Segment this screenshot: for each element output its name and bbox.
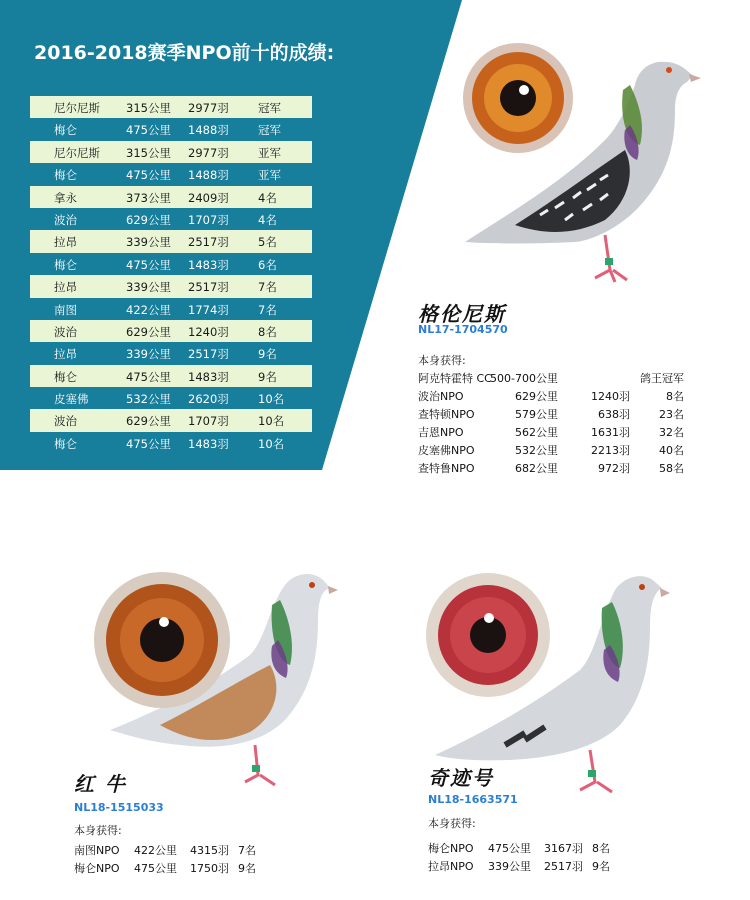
result-place: 亚军: [258, 145, 281, 160]
achievement-distance: 422公里: [134, 844, 177, 857]
result-distance: 373公里: [126, 190, 171, 205]
achievement-place: 9名: [592, 860, 610, 873]
achievement-row: [428, 840, 648, 858]
result-birds: 2517羽: [188, 235, 229, 250]
eye-photo-2: [92, 570, 232, 710]
result-place: 4名: [258, 212, 277, 227]
result-distance: 475公里: [126, 123, 171, 138]
achievement-birds: 2517羽: [544, 860, 583, 873]
achievement-race: 吉恩NPO: [418, 426, 464, 439]
result-birds: 2409羽: [188, 190, 229, 205]
achievement-birds: 4315羽: [190, 844, 229, 857]
achievement-race: 阿克特霍特 CC: [418, 372, 492, 385]
result-race: 梅仑: [54, 257, 77, 272]
result-place: 8名: [258, 324, 277, 339]
achievement-row: [418, 460, 698, 478]
result-race: 尼尔尼斯: [54, 145, 100, 160]
result-birds: 2977羽: [188, 145, 229, 160]
result-distance: 339公里: [126, 347, 171, 362]
achievement-race: 拉昂NPO: [428, 860, 474, 873]
bird3-ring-number: NL18-1663571: [428, 793, 518, 806]
bird2-achievements-label: 本身获得:: [74, 824, 122, 837]
achievement-race: 查特顿NPO: [418, 408, 475, 421]
achievement-place: 40名: [659, 444, 684, 457]
result-race: 拿永: [54, 190, 77, 205]
achievement-distance: 475公里: [134, 862, 177, 875]
result-race: 拉昂: [54, 347, 77, 362]
achievement-place: 9名: [238, 862, 256, 875]
result-race: 南图: [54, 302, 77, 317]
result-row: [30, 320, 312, 342]
result-birds: 1488羽: [188, 123, 229, 138]
result-distance: 475公里: [126, 436, 171, 451]
eye-photo-1: [462, 42, 574, 154]
bird1-achievements: [418, 370, 698, 478]
result-distance: 339公里: [126, 235, 171, 250]
result-row: [30, 275, 312, 297]
result-race: 拉昂: [54, 235, 77, 250]
result-birds: 1488羽: [188, 168, 229, 183]
result-distance: 629公里: [126, 324, 171, 339]
achievement-race: 南图NPO: [74, 844, 120, 857]
result-birds: 2620羽: [188, 392, 229, 407]
achievement-distance: 629公里: [515, 390, 558, 403]
page-title: 2016-2018赛季NPO前十的成绩:: [34, 42, 335, 64]
result-distance: 475公里: [126, 168, 171, 183]
bird3-name: 奇迹号: [428, 766, 494, 790]
achievement-birds: 638羽: [598, 408, 630, 421]
bird1-name: 格伦尼斯: [418, 302, 506, 326]
result-row: [30, 141, 312, 163]
result-birds: 1707羽: [188, 212, 229, 227]
achievement-place: 鸽王冠军: [640, 372, 684, 385]
result-place: 9名: [258, 347, 277, 362]
achievement-row: [418, 406, 698, 424]
result-birds: 1483羽: [188, 257, 229, 272]
achievement-distance: 579公里: [515, 408, 558, 421]
result-row: [30, 163, 312, 185]
achievement-race: 梅仑NPO: [428, 842, 474, 855]
achievement-race: 波治NPO: [418, 390, 464, 403]
result-distance: 532公里: [126, 392, 171, 407]
result-place: 冠军: [258, 123, 281, 138]
achievement-row: [74, 842, 294, 860]
result-race: 波治: [54, 212, 77, 227]
result-distance: 422公里: [126, 302, 171, 317]
bird2-ring-number: NL18-1515033: [74, 801, 164, 814]
result-race: 皮塞佛: [54, 392, 89, 407]
result-place: 7名: [258, 280, 277, 295]
result-row: [30, 253, 312, 275]
result-distance: 315公里: [126, 101, 171, 115]
result-place: 冠军: [258, 101, 281, 115]
achievement-row: [418, 442, 698, 460]
result-distance: 629公里: [126, 212, 171, 227]
eye-photo-3: [425, 572, 551, 698]
result-birds: 1240羽: [188, 324, 229, 339]
result-race: 梅仑: [54, 168, 77, 183]
result-birds: 1483羽: [188, 436, 229, 451]
result-race: 梅仑: [54, 123, 77, 138]
achievement-birds: 1750羽: [190, 862, 229, 875]
result-race: 尼尔尼斯: [54, 101, 100, 115]
result-birds: 2517羽: [188, 347, 229, 362]
bird2-achievements: [74, 842, 294, 878]
achievement-row: [74, 860, 294, 878]
result-place: 10名: [258, 414, 285, 429]
achievement-row: [418, 424, 698, 442]
result-row: [30, 96, 312, 118]
result-place: 5名: [258, 235, 277, 250]
result-place: 4名: [258, 190, 277, 205]
result-distance: 629公里: [126, 414, 171, 429]
achievement-race: 查特鲁NPO: [418, 462, 475, 475]
achievement-birds: 972羽: [598, 462, 630, 475]
result-race: 波治: [54, 324, 77, 339]
result-row: [30, 387, 312, 409]
achievement-place: 23名: [659, 408, 684, 421]
result-birds: 1774羽: [188, 302, 229, 317]
achievement-birds: 2213羽: [591, 444, 630, 457]
achievement-distance: 532公里: [515, 444, 558, 457]
achievement-row: [428, 858, 648, 876]
achievement-distance: 682公里: [515, 462, 558, 475]
achievement-place: 8名: [666, 390, 684, 403]
result-row: [30, 409, 312, 431]
result-row: [30, 432, 312, 454]
result-row: [30, 208, 312, 230]
result-birds: 2517羽: [188, 280, 229, 295]
result-race: 波治: [54, 414, 77, 429]
bird3-achievements-label: 本身获得:: [428, 817, 476, 830]
result-birds: 1483羽: [188, 369, 229, 384]
achievement-place: 32名: [659, 426, 684, 439]
result-place: 7名: [258, 302, 277, 317]
achievement-distance: 475公里: [488, 842, 531, 855]
result-distance: 315公里: [126, 145, 171, 160]
result-row: [30, 230, 312, 252]
achievement-place: 58名: [659, 462, 684, 475]
result-birds: 1707羽: [188, 414, 229, 429]
achievement-distance: 339公里: [488, 860, 531, 873]
result-row: [30, 186, 312, 208]
result-distance: 475公里: [126, 257, 171, 272]
bird3-achievements: [428, 840, 648, 876]
result-birds: 2977羽: [188, 101, 229, 115]
result-place: 9名: [258, 369, 277, 384]
result-row: [30, 298, 312, 320]
result-place: 10名: [258, 392, 285, 407]
result-race: 梅仑: [54, 369, 77, 384]
result-row: [30, 365, 312, 387]
achievement-distance: 500-700公里: [490, 372, 558, 385]
achievement-place: 8名: [592, 842, 610, 855]
result-place: 10名: [258, 436, 285, 451]
result-race: 拉昂: [54, 280, 77, 295]
achievement-row: [418, 370, 698, 388]
achievement-birds: 1240羽: [591, 390, 630, 403]
achievement-row: [418, 388, 698, 406]
results-table: [30, 96, 312, 454]
achievement-distance: 562公里: [515, 426, 558, 439]
bird1-ring-number: NL17-1704570: [418, 323, 508, 336]
result-row: [30, 342, 312, 364]
result-distance: 475公里: [126, 369, 171, 384]
result-race: 梅仑: [54, 436, 77, 451]
result-place: 亚军: [258, 168, 281, 183]
result-place: 6名: [258, 257, 277, 272]
achievement-birds: 1631羽: [591, 426, 630, 439]
result-row: [30, 118, 312, 140]
bird1-achievements-label: 本身获得:: [418, 354, 466, 367]
result-distance: 339公里: [126, 280, 171, 295]
achievement-race: 皮塞佛NPO: [418, 444, 475, 457]
bird2-name: 红 牛: [74, 772, 127, 796]
achievement-place: 7名: [238, 844, 256, 857]
achievement-race: 梅仑NPO: [74, 862, 120, 875]
achievement-birds: 3167羽: [544, 842, 583, 855]
